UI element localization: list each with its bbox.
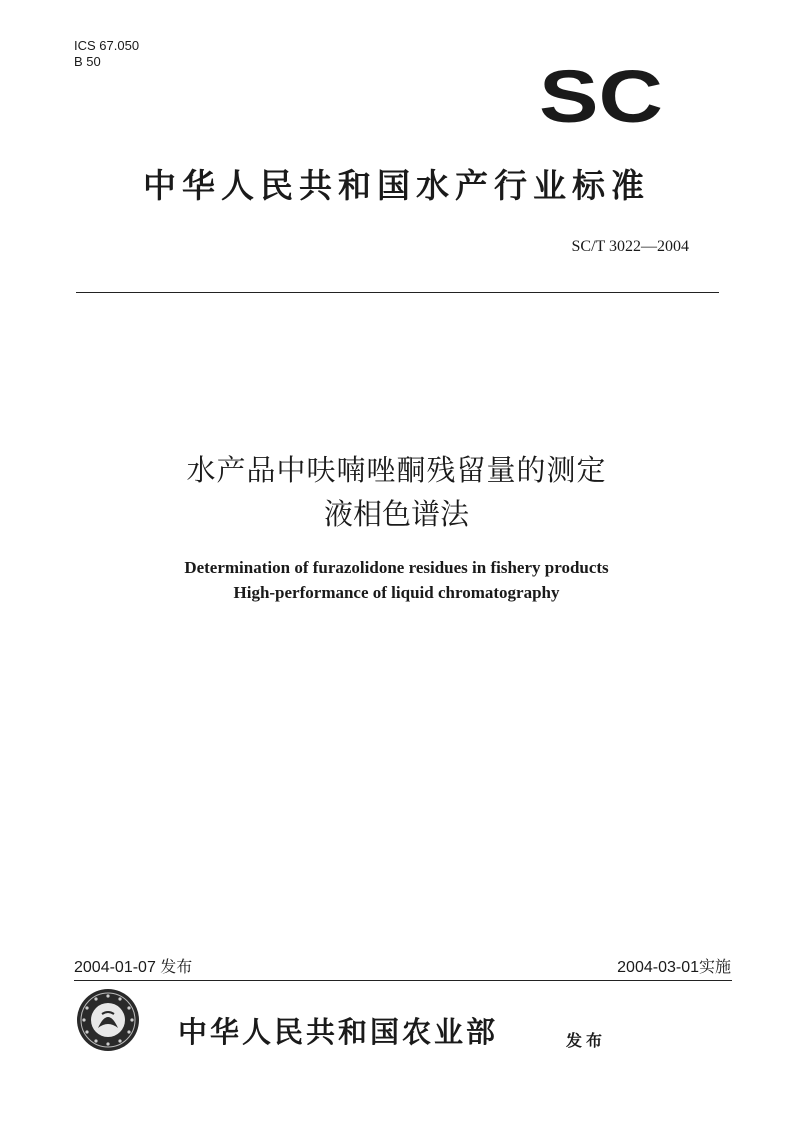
ics-code: ICS 67.050 (74, 38, 140, 53)
issue-date: 2004-01-07 发布 (74, 959, 193, 976)
sc-logo (538, 66, 664, 128)
chinese-title-line-1: 水产品中呋喃唑酮残留量的测定 (186, 453, 607, 487)
ministry-emblem-icon (76, 988, 140, 1052)
publish-label: 发布 (566, 1031, 607, 1050)
standard-number: SC/T 3022—2004 (571, 238, 689, 255)
top-divider (76, 292, 719, 293)
bottom-divider (74, 980, 732, 981)
english-title-line-2: High-performance of liquid chromatography (233, 583, 560, 602)
sc-logo-text: SC (539, 66, 663, 128)
implementation-date: 2004-03-01实施 (617, 959, 731, 976)
chinese-title-line-2: 液相色谱法 (323, 497, 469, 531)
publisher-name: 中华人民共和国农业部 (178, 1015, 499, 1049)
ccs-code: B 50 (74, 54, 101, 69)
standard-category-title: 中华人民共和国水产行业标准 (143, 166, 650, 205)
classification-codes (74, 38, 139, 70)
english-title-line-1: Determination of furazolidone residues in fishery products (184, 558, 609, 577)
